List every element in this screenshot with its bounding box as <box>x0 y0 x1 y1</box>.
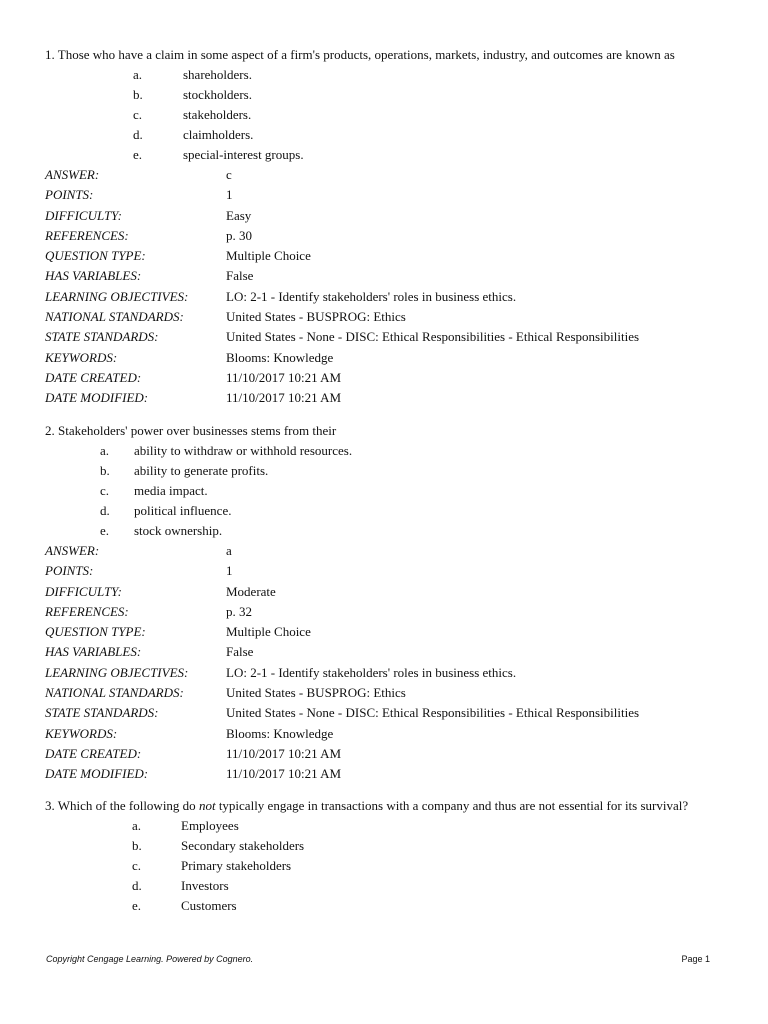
meta-key: HAS VARIABLES: <box>45 268 142 284</box>
meta-points <box>45 185 735 205</box>
choice-d <box>45 501 735 521</box>
question-metadata <box>45 541 735 785</box>
meta-value: LO: 2-1 - Identify stakeholders' roles in business ethics. <box>226 664 517 680</box>
meta-value: United States - BUSPROG: Ethics <box>226 309 406 325</box>
meta-key: ANSWER: <box>45 167 100 182</box>
meta-key: DIFFICULTY: <box>45 583 122 599</box>
choice-e <box>45 521 735 541</box>
meta-value: 11/10/2017 10:21 AM <box>226 390 342 406</box>
meta-value: 11/10/2017 10:21 AM <box>226 369 342 385</box>
meta-value: 11/10/2017 10:21 AM <box>226 745 342 761</box>
meta-key: REFERENCES: <box>45 227 129 243</box>
meta-key: STATE STANDARDS: <box>45 705 159 721</box>
choice-letter: a. <box>100 443 110 458</box>
choice-letter: a. <box>132 818 142 833</box>
meta-key: HAS VARIABLES: <box>45 644 142 660</box>
question-text-emphasis: not <box>198 798 216 813</box>
question-3 <box>45 798 735 916</box>
choice-text: Investors <box>181 878 229 893</box>
choice-text: Secondary stakeholders <box>181 838 305 853</box>
meta-key: DATE CREATED: <box>45 745 142 761</box>
meta-answer <box>45 165 735 185</box>
choice-text: stockholders. <box>183 87 252 102</box>
answer-choices <box>45 65 735 165</box>
meta-key: DATE MODIFIED: <box>45 390 149 406</box>
question-metadata <box>45 165 735 409</box>
meta-key: REFERENCES: <box>45 603 129 619</box>
question-stem <box>45 421 735 441</box>
meta-value: c <box>226 167 232 182</box>
meta-value: Multiple Choice <box>226 248 311 264</box>
choice-a <box>45 65 735 85</box>
page-number: Page 1 <box>681 954 710 964</box>
meta-key: POINTS: <box>45 187 94 203</box>
meta-keywords <box>45 348 735 368</box>
meta-date-created <box>45 368 735 388</box>
question-text: Those who have a claim in some aspect of a firm's products, operations, markets, industry, and outcomes are known as <box>57 47 675 62</box>
meta-value: False <box>226 644 254 660</box>
choice-letter: c. <box>100 483 110 498</box>
meta-date-modified <box>45 388 735 408</box>
choice-letter: d. <box>100 503 110 518</box>
meta-key: STATE STANDARDS: <box>45 329 159 345</box>
choice-text: ability to withdraw or withhold resources. <box>134 443 353 458</box>
meta-has-variables <box>45 642 735 662</box>
choice-c <box>45 481 735 501</box>
meta-key: QUESTION TYPE: <box>45 624 146 640</box>
meta-value: Multiple Choice <box>226 624 311 640</box>
choice-letter: b. <box>100 463 110 478</box>
meta-references <box>45 226 735 246</box>
question-stem <box>45 798 735 814</box>
answer-choices <box>45 441 735 541</box>
meta-question-type <box>45 246 735 266</box>
choice-letter: d. <box>132 878 142 893</box>
question-stem <box>45 45 735 65</box>
meta-difficulty <box>45 206 735 226</box>
meta-national-standards <box>45 683 735 703</box>
choice-text: ability to generate profits. <box>134 463 269 478</box>
choice-text: media impact. <box>134 483 208 498</box>
choice-letter: b. <box>133 87 143 102</box>
choice-letter: b. <box>132 838 142 853</box>
question-number: 1. <box>45 47 55 62</box>
meta-question-type <box>45 622 735 642</box>
meta-key: ANSWER: <box>45 543 100 558</box>
choice-text: stakeholders. <box>183 107 252 122</box>
choice-text: shareholders. <box>183 67 252 82</box>
meta-date-modified <box>45 764 735 784</box>
choice-text: political influence. <box>134 503 232 518</box>
choice-e <box>45 896 735 916</box>
choice-letter: d. <box>133 127 143 142</box>
meta-value: Blooms: Knowledge <box>226 349 334 365</box>
meta-references <box>45 602 735 622</box>
choice-text: Customers <box>181 898 237 913</box>
question-text: Stakeholders' power over businesses stems from their <box>58 423 337 438</box>
choice-text: special-interest groups. <box>183 147 304 162</box>
meta-national-standards <box>45 307 735 327</box>
choice-d <box>45 876 735 896</box>
meta-state-standards <box>45 703 735 723</box>
choice-letter: e. <box>132 898 142 913</box>
question-text-before: Which of the following do <box>57 798 199 813</box>
meta-date-created <box>45 744 735 764</box>
meta-value: a <box>226 543 232 558</box>
choice-c <box>45 856 735 876</box>
meta-value: United States - None - DISC: Ethical Responsibilities - Ethical Responsibilities <box>226 705 640 721</box>
meta-value: Easy <box>226 207 252 223</box>
choice-b <box>45 836 735 856</box>
choice-text: Primary stakeholders <box>181 858 292 873</box>
meta-value: United States - None - DISC: Ethical Responsibilities - Ethical Responsibilities <box>226 329 640 345</box>
question-text-after: typically engage in transactions with a company and thus are not essential for its survival? <box>215 798 689 813</box>
meta-key: DATE CREATED: <box>45 369 142 385</box>
meta-key: KEYWORDS: <box>45 349 118 365</box>
choice-a <box>45 816 735 836</box>
question-2 <box>45 421 735 785</box>
meta-learning-objectives <box>45 287 735 307</box>
choice-letter: e. <box>133 147 143 162</box>
choice-e <box>45 145 735 165</box>
choice-a <box>45 441 735 461</box>
choice-letter: e. <box>100 523 110 538</box>
meta-keywords <box>45 724 735 744</box>
meta-key: DATE MODIFIED: <box>45 766 149 782</box>
choice-letter: a. <box>133 67 143 82</box>
meta-value: False <box>226 268 254 284</box>
meta-value: p. 30 <box>226 227 252 243</box>
choice-letter: c. <box>132 858 142 873</box>
meta-key: KEYWORDS: <box>45 725 118 741</box>
meta-value: p. 32 <box>226 603 252 619</box>
choice-b <box>45 461 735 481</box>
choice-text: Employees <box>181 818 239 833</box>
choice-text: claimholders. <box>183 127 254 142</box>
question-number: 3. <box>45 798 55 813</box>
meta-key: LEARNING OBJECTIVES: <box>45 664 189 680</box>
choice-letter: c. <box>133 107 143 122</box>
meta-state-standards <box>45 327 735 347</box>
meta-key: POINTS: <box>45 563 94 579</box>
meta-value: United States - BUSPROG: Ethics <box>226 685 406 701</box>
meta-key: NATIONAL STANDARDS: <box>45 309 184 325</box>
copyright-notice: Copyright Cengage Learning. Powered by Cognero. <box>46 954 254 964</box>
meta-answer <box>45 541 735 561</box>
question-number: 2. <box>45 423 55 438</box>
meta-key: QUESTION TYPE: <box>45 248 146 264</box>
meta-value: Blooms: Knowledge <box>226 725 334 741</box>
meta-has-variables <box>45 266 735 286</box>
choice-c <box>45 105 735 125</box>
choice-b <box>45 85 735 105</box>
answer-choices <box>45 816 735 916</box>
meta-value: 1 <box>226 563 233 579</box>
meta-difficulty <box>45 582 735 602</box>
choice-d <box>45 125 735 145</box>
meta-key: NATIONAL STANDARDS: <box>45 685 184 701</box>
meta-value: LO: 2-1 - Identify stakeholders' roles in business ethics. <box>226 288 517 304</box>
question-1 <box>45 45 735 409</box>
meta-value: Moderate <box>226 583 276 599</box>
meta-value: 11/10/2017 10:21 AM <box>226 766 342 782</box>
meta-learning-objectives <box>45 663 735 683</box>
meta-key: LEARNING OBJECTIVES: <box>45 288 189 304</box>
choice-text: stock ownership. <box>134 523 223 538</box>
meta-points <box>45 561 735 581</box>
meta-key: DIFFICULTY: <box>45 207 122 223</box>
meta-value: 1 <box>226 187 233 203</box>
